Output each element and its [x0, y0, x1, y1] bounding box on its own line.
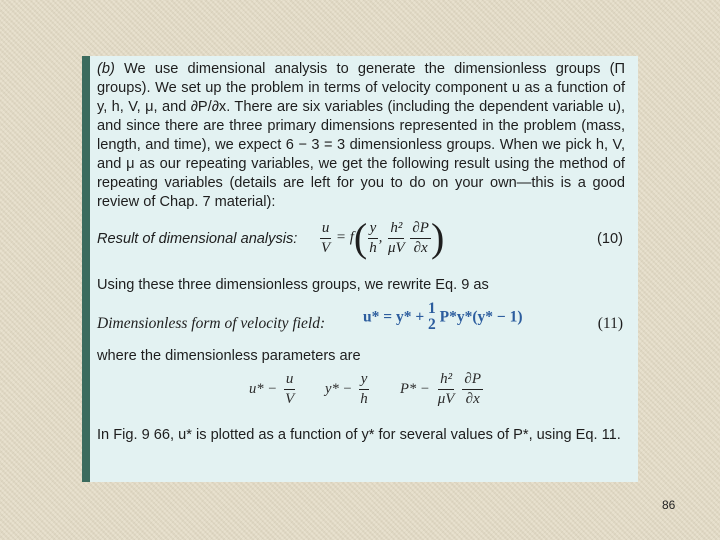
dimensionless-groups [97, 370, 625, 418]
figure-paragraph: In Fig. 9 66, u* is plotted as a function of y* for several values of P*, using Eq. 11. [97, 427, 621, 443]
equation-10-label: Result of dimensional analysis: [97, 231, 298, 247]
p-star-label: P* − [400, 381, 430, 397]
dp-dx-fraction [410, 221, 431, 256]
page-number: 86 [662, 498, 676, 512]
panel-accent-stripe [82, 56, 90, 482]
frac-den: 2 [428, 316, 436, 333]
p-star-definition [400, 372, 483, 407]
intro-paragraph [97, 60, 625, 212]
y-over-h-fraction [358, 372, 370, 407]
equation-10-expression [319, 215, 445, 260]
frac-den: ∂x [413, 239, 428, 256]
frac-num: h² [388, 221, 404, 239]
frac-num: 1 [428, 300, 436, 317]
h2-over-muv-fraction [436, 372, 457, 407]
rewrite-paragraph: Using these three dimensionless groups, we rewrite Eq. 9 as [97, 277, 489, 293]
dp-dx-fraction [462, 372, 483, 407]
eq11-rhs: P*y*(y* − 1) [439, 308, 523, 326]
comma: , [378, 229, 383, 246]
part-label: (b) [97, 61, 115, 77]
frac-num: ∂P [410, 221, 431, 239]
equation-10 [97, 214, 625, 268]
params-paragraph: where the dimensionless parameters are [97, 348, 361, 364]
u-over-v-fraction [319, 221, 332, 256]
frac-den: μV [437, 391, 455, 407]
equation-11 [97, 301, 625, 345]
frac-den: ∂x [465, 391, 480, 407]
open-paren: ( [353, 215, 368, 260]
intro-text: We use dimensional analysis to generate the dimensionless groups (Π groups). We set up the problem in terms of velocity component u as a function of y, h, V, μ, and ∂P/∂x. There are six variables (including the dependent variable u), and since there are three primary dimensions represented in the problem (mass, length, and time), we expect 6 − 3 = 3 dimensionless groups. When we pick h, V, and μ as our repeating variables, we get the following result using the method of repeating variables (details are left for you to do on your own—this is a good review of Chap. 7 material): [97, 61, 625, 210]
equals-f: = f [335, 229, 354, 246]
one-half-fraction [428, 301, 436, 333]
frac-num: u [284, 372, 296, 390]
y-star-label: y* − [325, 381, 353, 397]
equation-10-number: (10) [597, 231, 623, 247]
slide-content [97, 60, 625, 445]
frac-num: y [368, 221, 379, 239]
frac-num: y [359, 372, 370, 390]
close-paren: ) [430, 215, 445, 260]
equation-11-number: (11) [597, 315, 623, 332]
frac-num: ∂P [462, 372, 483, 390]
u-star-label: u* − [249, 381, 278, 397]
y-over-h-fraction [367, 221, 379, 256]
frac-num: h² [438, 372, 454, 390]
equation-11-label: Dimensionless form of velocity field: [97, 315, 326, 332]
eq11-lhs: u* = y* + [363, 308, 425, 326]
u-star-definition [249, 372, 296, 407]
frac-den: μV [388, 239, 405, 256]
frac-den: V [321, 239, 331, 256]
equation-11-expression [363, 301, 523, 333]
u-over-v-fraction [283, 372, 296, 407]
y-star-definition [325, 372, 370, 407]
frac-den: h [369, 239, 377, 256]
h2-over-muv-fraction [386, 221, 407, 256]
frac-den: V [285, 391, 295, 407]
frac-num: u [320, 221, 332, 239]
frac-den: h [360, 391, 368, 407]
